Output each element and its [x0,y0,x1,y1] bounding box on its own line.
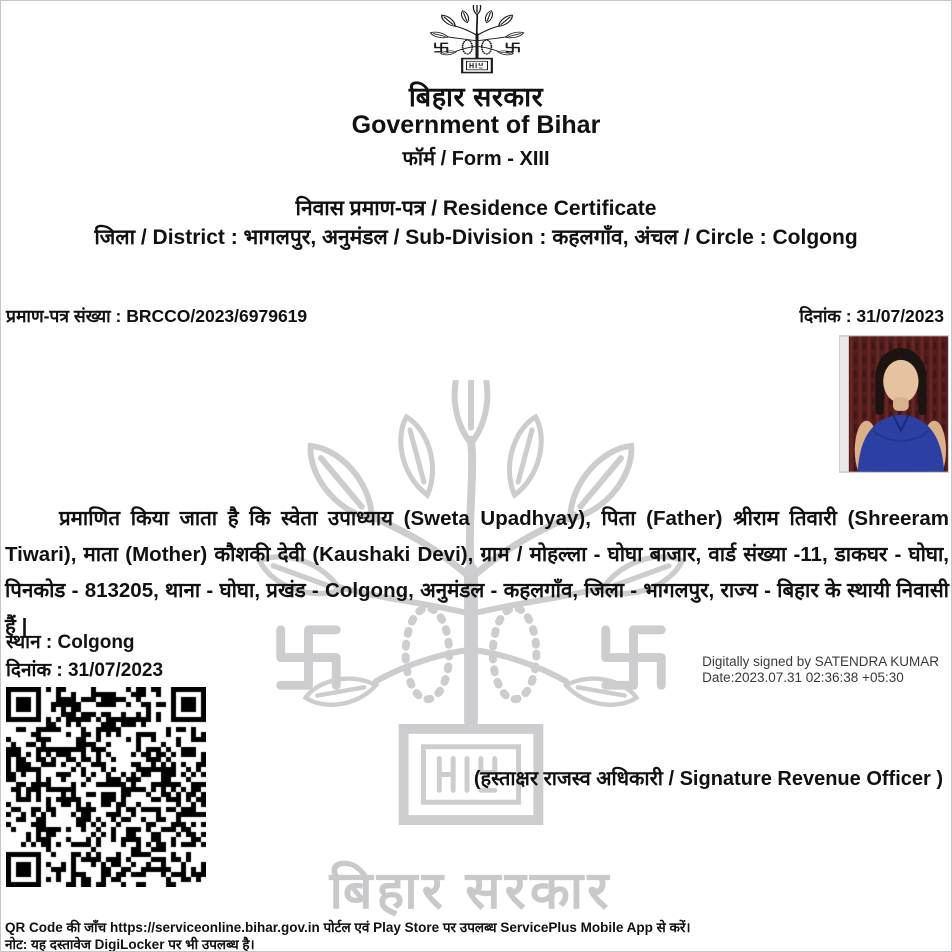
district-subdivision-circle-line: जिला / District : भागलपुर, अनुमंडल / Sub-Division : कहलगाँव, अंचल / Circle : Colgong [94,226,858,249]
footer-digilocker-note: नोट: यह दस्तावेज DigiLocker पर भी उपलब्ध है। [5,937,255,952]
signature-revenue-officer-line: (हस्ताक्षर राजस्व अधिकारी / Signature Revenue Officer ) [473,768,943,790]
qr-code [6,687,206,887]
certificate-date: दिनांक : 31/07/2023 [799,306,944,326]
bihar-government-emblem-icon [429,5,525,75]
certificate-body-text: प्रमाणित किया जाता है कि स्वेता उपाध्याय (Sweta Upadhyay), पिता (Father) श्रीराम तिवारी (Shreeram Tiwari), माता (Mother) कौशकी देवी (Kaushaki Devi), ग्राम / मोहल्ला - घोघा बाजार, वार्ड संख्या -11, डाकघर - घोघा, पिनकोड - 813205, थाना - घोघा, प्रखंड - Colgong, अनुमंडल - कहलगाँव, जिला - भागलपुर, राज्य - बिहार के स्थायी निवासी हैं | [5,507,949,638]
digital-signature-line1: Digitally signed by SATENDRA KUMAR [702,654,939,669]
form-number: फॉर्म / Form - XIII [402,148,550,170]
government-name-hindi: बिहार सरकार [408,82,544,112]
government-name-english: Government of Bihar [351,111,601,139]
issue-block [6,629,163,685]
digital-signature-line2: Date:2023.07.31 02:36:38 +05:30 [702,670,904,685]
issue-date: दिनांक : 31/07/2023 [6,660,164,681]
watermark-text: बिहार सरकार [329,862,613,920]
issue-place: स्थान : Colgong [6,632,135,653]
applicant-photo [839,335,949,473]
footer-qr-verification-note: QR Code की जाँच https://serviceonline.bihar.gov.in पोर्टल एवं Play Store पर उपलब्ध ServicePlus Mobile App से करें। [5,920,691,935]
certificate-number: प्रमाण-पत्र संख्या : BRCCO/2023/6979619 [6,306,308,326]
certificate-title: निवास प्रमाण-पत्र / Residence Certificate [295,197,657,220]
digital-signature-block [702,654,939,686]
